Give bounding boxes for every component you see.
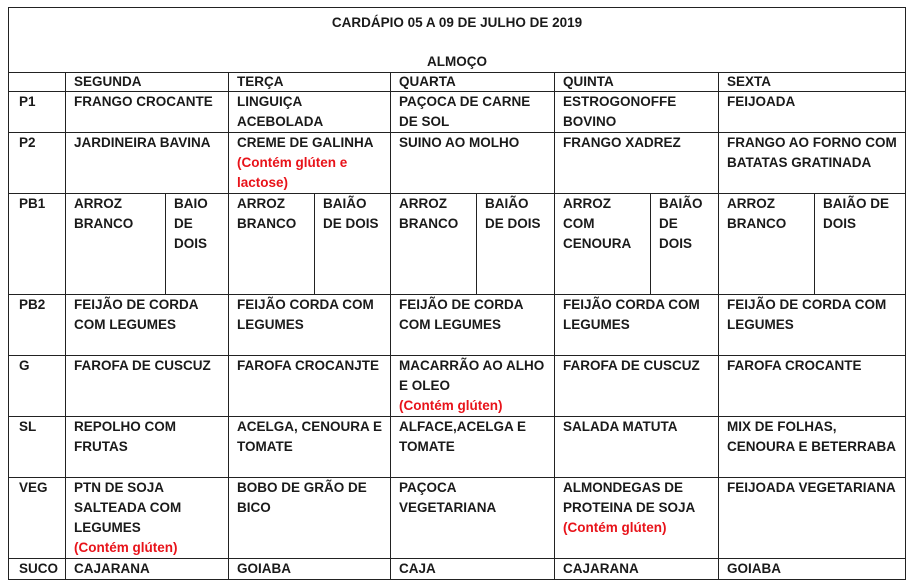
dish-text: CAJARANA [563, 561, 639, 576]
dish-text: REPOLHO COM FRUTAS [74, 419, 177, 454]
dish-text: FEIJÃO CORDA COM LEGUMES [237, 297, 374, 332]
allergen-note: (Contém glúten) [563, 520, 667, 535]
menu-subcell-baiao: BAIÃO DE DOIS [651, 194, 719, 295]
dish-text: ESTROGONOFFE BOVINO [563, 94, 677, 129]
menu-cell [66, 559, 229, 580]
menu-subcell-baiao: BAIÃO DE DOIS [315, 194, 391, 295]
dish-text: FAROFA CROCANTE [727, 358, 862, 373]
menu-cell [229, 417, 391, 478]
menu-cell [66, 417, 229, 478]
menu-cell [719, 133, 906, 194]
dish-text: GOIABA [237, 561, 292, 576]
menu-row-suco [9, 559, 906, 580]
dish-text: FEIJOADA [727, 94, 796, 109]
dish-text: SALADA MATUTA [563, 419, 678, 434]
dish-text: FEIJÃO CORDA COM LEGUMES [563, 297, 700, 332]
header-row [9, 73, 906, 92]
menu-cell [719, 92, 906, 133]
dish-text: PTN DE SOJA SALTEADA COM LEGUMES [74, 480, 182, 535]
menu-cell [719, 559, 906, 580]
menu-row-veg [9, 478, 906, 559]
dish-text: ALMONDEGAS DE PROTEINA DE SOJA [563, 480, 696, 515]
menu-row-pb2 [9, 295, 906, 356]
menu-cell [66, 478, 229, 559]
menu-cell [555, 559, 719, 580]
menu-subcell-rice: ARROZ COM CENOURA [555, 194, 651, 295]
row-label: G [9, 356, 66, 417]
menu-cell [391, 92, 555, 133]
menu-cell [555, 356, 719, 417]
dish-text: CAJARANA [74, 561, 150, 576]
dish-text: FAROFA CROCANJTE [237, 358, 380, 373]
dish-text: ACELGA, CENOURA E TOMATE [237, 419, 383, 454]
dish-text: FEIJÃO DE CORDA COM LEGUMES [74, 297, 199, 332]
menu-subcell-rice: ARROZ BRANCO [719, 194, 815, 295]
menu-cell [66, 295, 229, 356]
dish-text: GOIABA [727, 561, 782, 576]
menu-table [8, 72, 906, 580]
dish-text: SUINO AO MOLHO [399, 135, 520, 150]
menu-cell [229, 295, 391, 356]
row-label: VEG [9, 478, 66, 559]
dish-text: JARDINEIRA BAVINA [74, 135, 211, 150]
menu-cell [66, 133, 229, 194]
menu-cell [719, 417, 906, 478]
dish-text: FEIJOADA VEGETARIANA [727, 480, 896, 495]
dish-text: CAJA [399, 561, 436, 576]
day-header-wednesday: QUARTA [391, 73, 555, 92]
allergen-note: (Contém glúten) [399, 398, 503, 413]
menu-cell [391, 356, 555, 417]
menu-row-g [9, 356, 906, 417]
menu-cell [229, 356, 391, 417]
dish-text: FAROFA DE CUSCUZ [563, 358, 700, 373]
menu-subcell-baiao: BAIÃO DE DOIS [815, 194, 906, 295]
menu-cell [719, 356, 906, 417]
menu-row-p2 [9, 133, 906, 194]
menu-title: CARDÁPIO 05 A 09 DE JULHO DE 2019 [331, 15, 583, 30]
menu-cell [391, 133, 555, 194]
menu-row-pb1 [9, 194, 906, 295]
menu-cell [229, 478, 391, 559]
menu-subcell-rice: ARROZ BRANCO [66, 194, 166, 295]
menu-cell [719, 478, 906, 559]
menu-cell [719, 295, 906, 356]
menu-cell [391, 559, 555, 580]
menu-row-sl [9, 417, 906, 478]
dish-text: FRANGO AO FORNO COM BATATAS GRATINADA [727, 135, 897, 170]
dish-text: BOBO DE GRÃO DE BICO [237, 480, 367, 515]
dish-text: CREME DE GALINHA [237, 135, 374, 150]
row-label: P2 [9, 133, 66, 194]
dish-text: ALFACE,ACELGA E TOMATE [399, 419, 527, 454]
menu-cell [391, 295, 555, 356]
menu-cell [391, 478, 555, 559]
allergen-note: (Contém glúten e lactose) [237, 155, 348, 190]
menu-cell [555, 133, 719, 194]
row-label: SL [9, 417, 66, 478]
dish-text: FRANGO XADREZ [563, 135, 681, 150]
row-label: P1 [9, 92, 66, 133]
menu-cell [66, 356, 229, 417]
day-header-tuesday: TERÇA [229, 73, 391, 92]
menu-cell [555, 295, 719, 356]
dish-text: FEIJÃO DE CORDA COM LEGUMES [399, 297, 524, 332]
header-empty-cell [9, 73, 66, 92]
allergen-note: (Contém glúten) [74, 540, 178, 555]
dish-text: PAÇOCA DE CARNE DE SOL [399, 94, 531, 129]
menu-subcell-baiao: BAIO DE DOIS [166, 194, 229, 295]
dish-text: PAÇOCA VEGETARIANA [399, 480, 497, 515]
menu-cell [229, 559, 391, 580]
row-label: PB2 [9, 295, 66, 356]
menu-cell [391, 417, 555, 478]
day-header-friday: SEXTA [719, 73, 906, 92]
row-label: PB1 [9, 194, 66, 295]
menu-cell [66, 92, 229, 133]
dish-text: MIX DE FOLHAS, CENOURA E BETERRABA [727, 419, 897, 454]
menu-cell [555, 92, 719, 133]
dish-text: FEIJÃO DE CORDA COM LEGUMES [727, 297, 887, 332]
menu-subcell-baiao: BAIÃO DE DOIS [477, 194, 555, 295]
day-header-thursday: QUINTA [555, 73, 719, 92]
day-header-monday: SEGUNDA [66, 73, 229, 92]
row-label: SUCO [9, 559, 66, 580]
menu-cell [555, 417, 719, 478]
menu-cell [229, 92, 391, 133]
menu-row-p1 [9, 92, 906, 133]
meal-subtitle: ALMOÇO [427, 54, 487, 69]
menu-subcell-rice: ARROZ BRANCO [391, 194, 477, 295]
menu-subcell-rice: ARROZ BRANCO [229, 194, 315, 295]
menu-cell [229, 133, 391, 194]
menu-cell [555, 478, 719, 559]
dish-text: FRANGO CROCANTE [74, 94, 213, 109]
dish-text: LINGUIÇA ACEBOLADA [237, 94, 324, 129]
dish-text: MACARRÃO AO ALHO E OLEO [399, 358, 545, 393]
dish-text: FAROFA DE CUSCUZ [74, 358, 211, 373]
